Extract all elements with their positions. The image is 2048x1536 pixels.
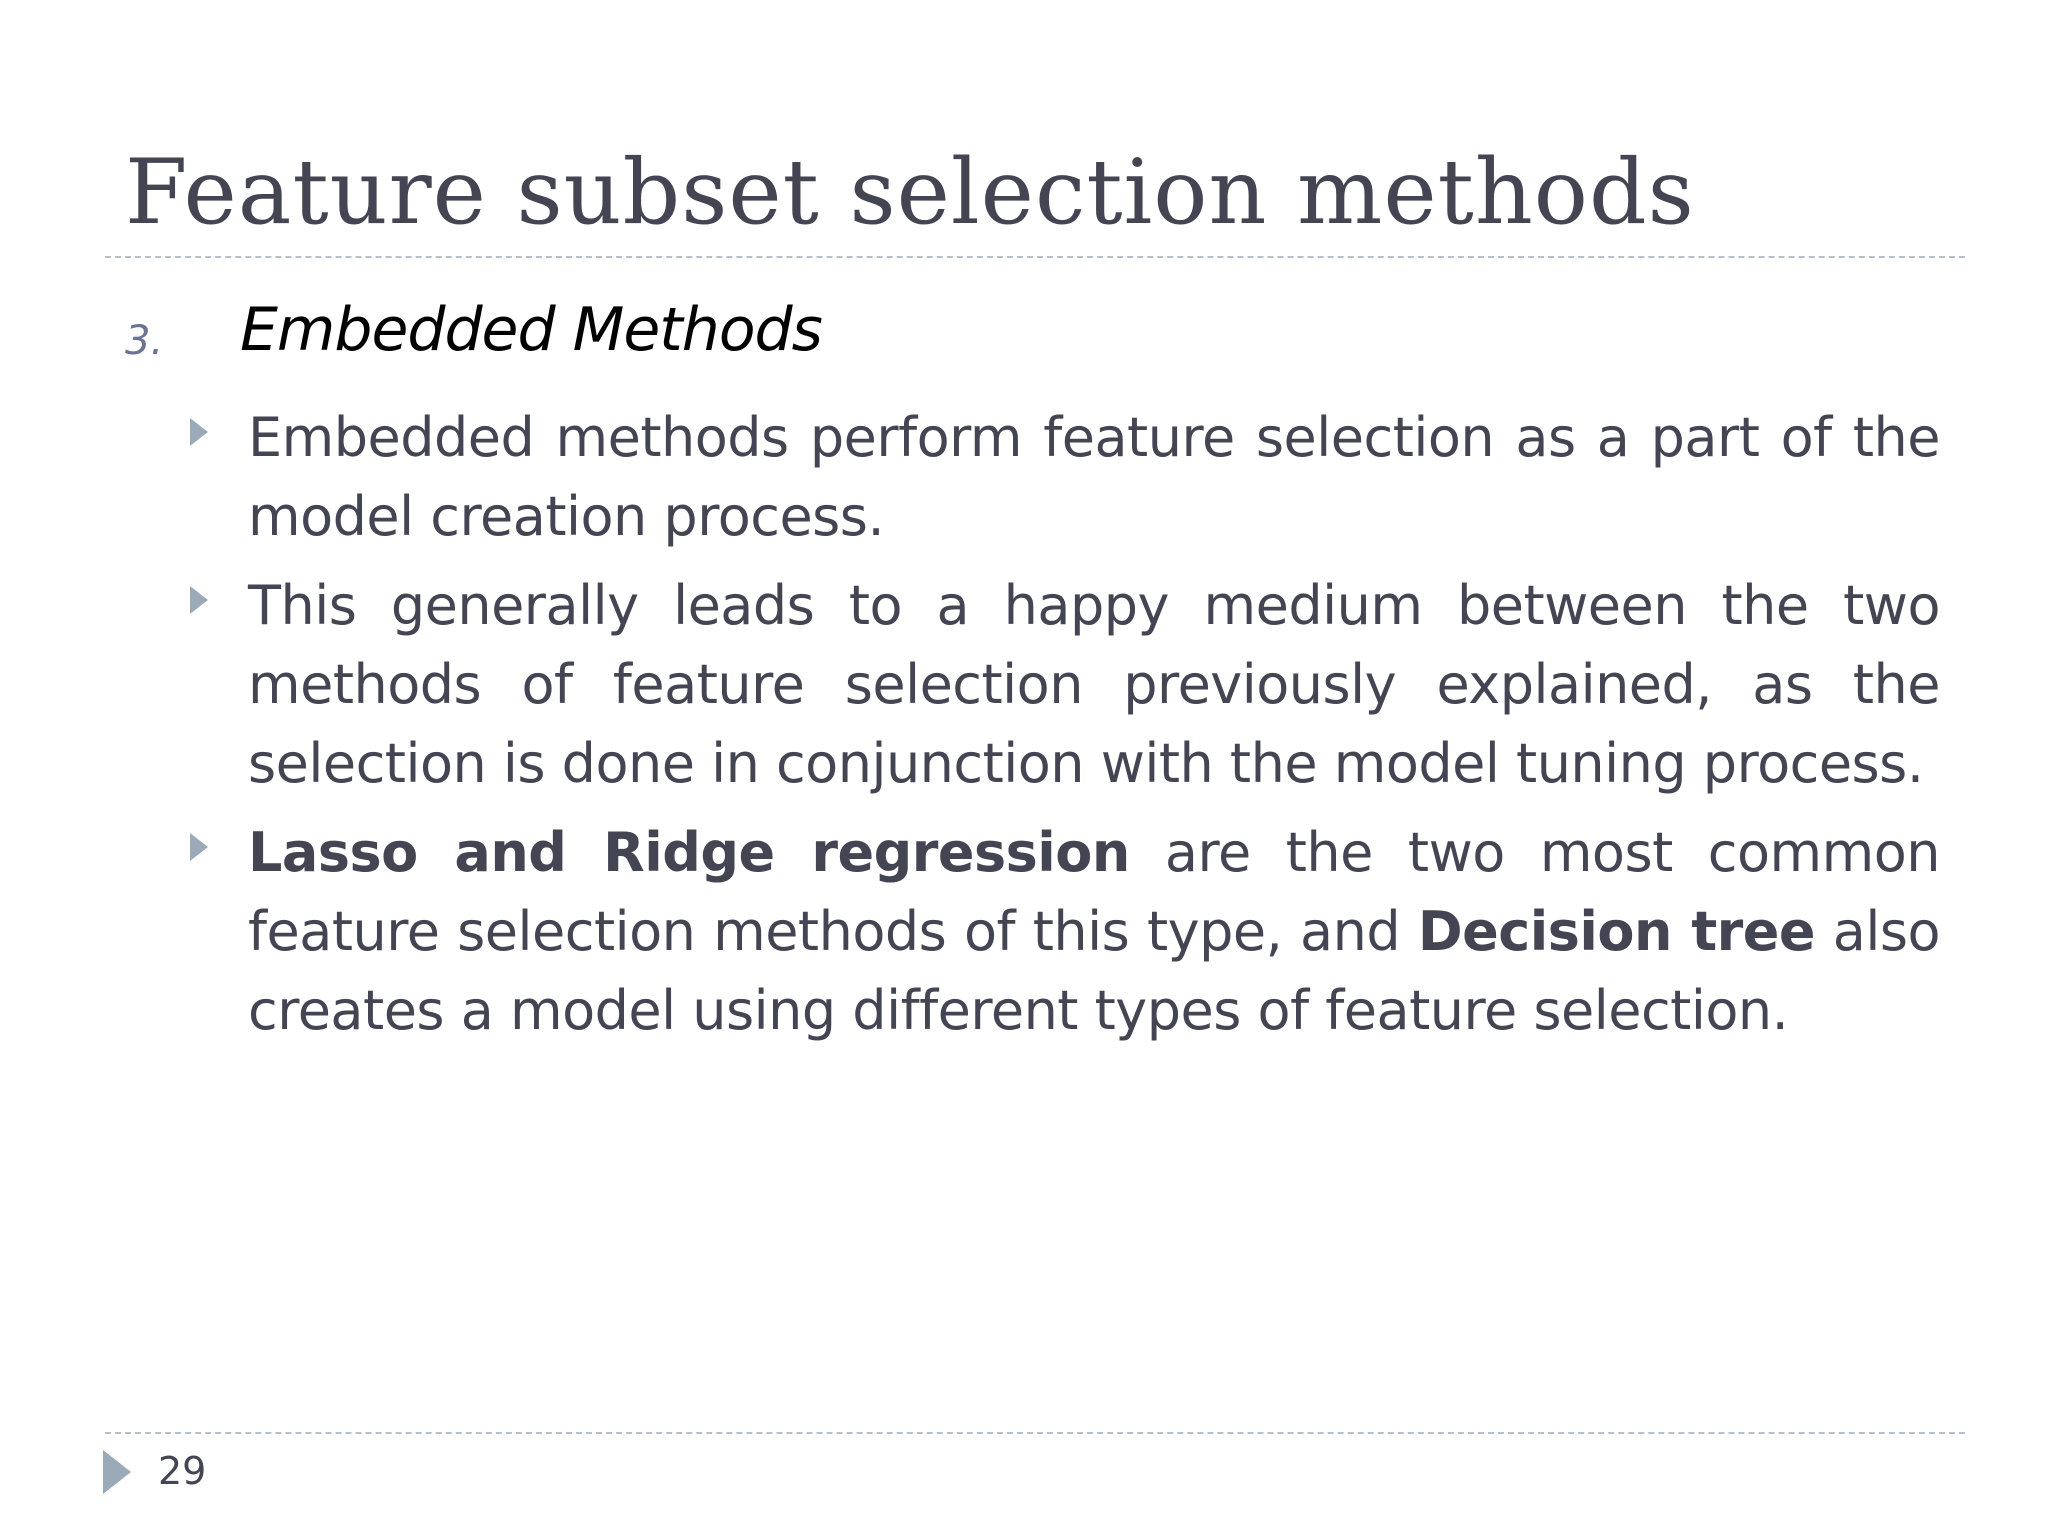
bullet-item (190, 398, 1940, 556)
page-number: 29 (158, 1449, 207, 1493)
triangle-footer-icon (103, 1450, 131, 1494)
bullet-text (248, 813, 1940, 1050)
bullet-segment: are the two most common feature selection methods of this type, and (248, 821, 1940, 963)
bullet-text (248, 566, 1940, 803)
bullet-item (190, 813, 1940, 1050)
bullet-text (248, 398, 1940, 556)
bullet-segment-bold: Lasso and Ridge regression (248, 821, 1130, 884)
triangle-bullet-icon (190, 418, 208, 446)
bullet-segment-bold: Decision tree (1417, 900, 1816, 963)
title-divider (105, 256, 1965, 258)
bullet-segment: This generally leads to a happy medium between the two methods of feature selection previously explained, as the selection is done in conjunction with the model tuning process. (248, 574, 1940, 795)
triangle-bullet-icon (190, 833, 208, 861)
bullet-item (190, 566, 1940, 803)
section-heading: Embedded Methods (240, 295, 822, 365)
footer-divider (105, 1432, 1965, 1434)
triangle-bullet-icon (190, 586, 208, 614)
bullet-segment: Embedded methods perform feature selection as a part of the model creation process. (248, 406, 1940, 548)
bullet-list (190, 398, 1940, 1060)
bullet-segment: also creates a model using different types of feature selection. (248, 900, 1940, 1042)
slide-title: Feature subset selection methods (125, 140, 1695, 245)
section-number: 3. (125, 318, 164, 364)
section-header (125, 290, 1925, 370)
